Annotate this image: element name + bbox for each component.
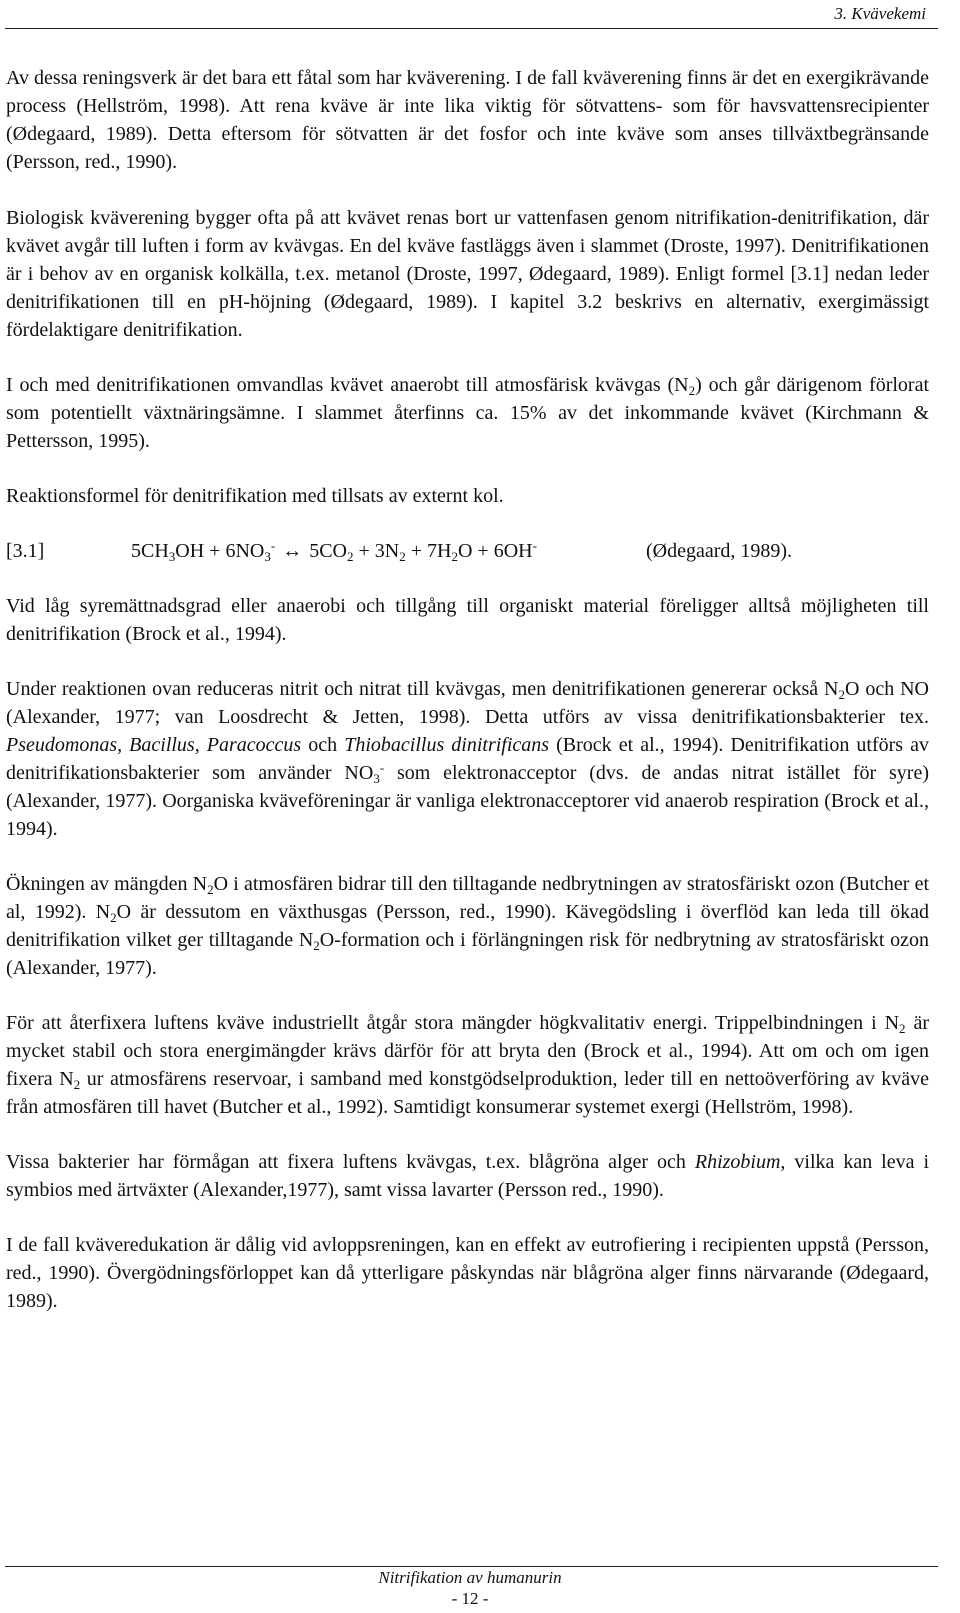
- subscript: 2: [899, 1021, 906, 1036]
- subscript: 2: [347, 549, 354, 564]
- header-rule: [5, 28, 938, 29]
- formula-term: OH + 6NO: [175, 540, 265, 562]
- formula-equation: [131, 537, 646, 565]
- superscript: -: [379, 760, 385, 775]
- subscript: 2: [313, 938, 320, 953]
- text-segment: ) och går därigenom förlorat som potentiellt växtnäringsämne. I slammet återfinns ca. 15% av det inkommande kvävet (Kirchmann & Pettersson, 1995).: [6, 374, 930, 452]
- formula-citation: (Ødegaard, 1989).: [646, 540, 793, 562]
- text-segment: ur atmosfärens reservoar, i samband med konstgödselproduktion, leder till en nettoöverföring av kväve från atmosfären till havet (Butcher et al., 1992). Samtidigt konsumerar systemet exergi (Hellström, 1998).: [6, 1068, 929, 1118]
- paragraph-syremattnad: Vid låg syremättnadsgrad eller anaerobi och tillgång till organiskt material föreligger alltså möjligheten till denitrifikation (Brock et al., 1994).: [6, 595, 929, 645]
- page-number: - 12 -: [451, 1589, 489, 1608]
- subscript: 2: [688, 383, 696, 398]
- formula-term: 5CH: [131, 540, 169, 562]
- footer-title: Nitrifikation av humanurin: [378, 1568, 562, 1587]
- formula-term: O + 6OH: [457, 540, 533, 562]
- text-segment: O i atmosfären bidrar till den tilltagande nedbrytningen av stratosfäriskt ozon (Butcher et al, 1992). N: [6, 873, 929, 923]
- text-segment: O är dessutom en växthusgas (Persson, red., 1990). Kävegödsling i överflöd kan leda till ökad denitrifikation vilket ger tilltagande N: [6, 901, 929, 951]
- body-text: [6, 64, 929, 1342]
- text-segment: O och NO (Alexander, 1977; van Loosdrecht & Jetten, 1998). Detta utförs av vissa denitrifikationsbakterier tex.: [6, 678, 929, 728]
- text-segment: Under reaktionen ovan reduceras nitrit och nitrat till kvävgas, men denitrifikationen genererar också N: [6, 678, 839, 700]
- text-segment: som elektronacceptor (dvs. de andas nitrat istället för syre) (Alexander, 1977). Oorganiska kväveföreningar är vanliga elektronacceptorer vid anaerob respiration (Brock et al., 1994).: [6, 762, 930, 840]
- text-segment: Vissa bakterier har förmågan att fixera luftens kvävgas, t.ex. blågröna alger och: [6, 1151, 695, 1173]
- subscript: 3: [264, 549, 271, 564]
- paragraph-reaktionen: [6, 675, 929, 843]
- text-segment: O-formation och i förlängningen risk för nedbrytning av stratosfäriskt ozon (Alexander, 1977).: [6, 929, 929, 979]
- subscript: 3: [373, 771, 380, 786]
- species-name: Thiobacillus dinitrificans: [344, 734, 550, 756]
- subscript: 3: [168, 549, 176, 564]
- paragraph-aterfixera: [6, 1009, 929, 1121]
- text-segment: (Brock et al., 1994). Denitrifikation utförs av denitrifikationsbakterier som använder NO: [6, 734, 929, 784]
- paragraph-biologisk-kvaverening: Biologisk kväverening bygger ofta på att kvävet renas bort ur vattenfasen genom nitrifikation-denitrifikation, där kvävet avgår till luften i form av kvävgas. En del kväve fastläggs även i slammet (Droste, 1997). Denitrifikationen är i behov av en organisk kolkälla, t.ex. metanol (Droste, 1997, Ødegaard, 1989). Enligt formel [3.1] nedan leder denitrifikationen till en pH-höjning (Ødegaard, 1989). I kapitel 3.2 beskrivs en alternativ, exergimässigt fördelaktigare denitrifikation.: [6, 207, 929, 341]
- genus-name: Rhizobium: [694, 1151, 781, 1173]
- text-segment: För att återfixera luftens kväve industriellt åtgår stora mängder högkvalitativ energi. Trippelbindningen i N: [6, 1012, 900, 1034]
- text-segment: Ökningen av mängden N: [6, 873, 208, 895]
- formula-term: + 3N: [353, 540, 400, 562]
- subscript: 2: [399, 549, 406, 564]
- footer-rule: [5, 1566, 938, 1567]
- paragraph-denitrifikation: [6, 371, 929, 455]
- paragraph-kvavereduktion: I de fall kväveredukation är dålig vid avloppsreningen, kan en effekt av eutrofiering i recipienten uppstå (Persson, red., 1990). Övergödningsförloppet kan då ytterligare påskyndas när blågröna alger finns närvarande (Ødegaard, 1989).: [6, 1234, 929, 1312]
- text-segment: I och med denitrifikationen omvandlas kvävet anaerobt till atmosfärisk kvävgas (N: [6, 374, 689, 396]
- text-segment: är mycket stabil och stora energimängder krävs därför för att bryta den (Brock et al., 1994). Att om och om igen fixera N: [6, 1012, 929, 1090]
- paragraph-vissa-bakterier: [6, 1148, 929, 1204]
- subscript: 2: [451, 549, 458, 564]
- species-names: Pseudomonas, Bacillus, Paracoccus: [6, 734, 302, 756]
- subscript: 2: [73, 1077, 81, 1092]
- equilibrium-arrow-icon: ↔: [282, 540, 303, 562]
- paragraph-reaktionsformel-intro: Reaktionsformel för denitrifikation med tillsats av externt kol.: [6, 485, 504, 507]
- paragraph-reningsverk: Av dessa reningsverk är det bara ett fåtal som har kväverening. I de fall kväverening finns är det en exergikrävande process (Hellström, 1998). Att rena kväve är inte lika viktig för sötvattens- som för havsvattensrecipienter (Ødegaard, 1989). Detta eftersom för sötvatten är det fosfor och inte kväve som anses tillväxtbegränsande (Persson, red., 1990).: [6, 67, 929, 173]
- superscript: -: [532, 538, 537, 553]
- superscript: -: [270, 538, 276, 553]
- formula-number: [3.1]: [6, 540, 45, 562]
- formula-3-1: [6, 537, 929, 565]
- subscript: 2: [110, 910, 117, 925]
- formula-term: 5CO: [309, 540, 347, 562]
- subscript: 2: [207, 882, 214, 897]
- formula-term: + 7H: [405, 540, 452, 562]
- subscript: 2: [838, 687, 845, 702]
- paragraph-okningen: [6, 870, 929, 982]
- text-segment: och: [301, 734, 345, 756]
- text-segment: , vilka kan leva i symbios med ärtväxter (Alexander,1977), samt vissa lavarter (Persson red., 1990).: [6, 1151, 929, 1201]
- running-header: 3. Kvävekemi: [834, 4, 926, 23]
